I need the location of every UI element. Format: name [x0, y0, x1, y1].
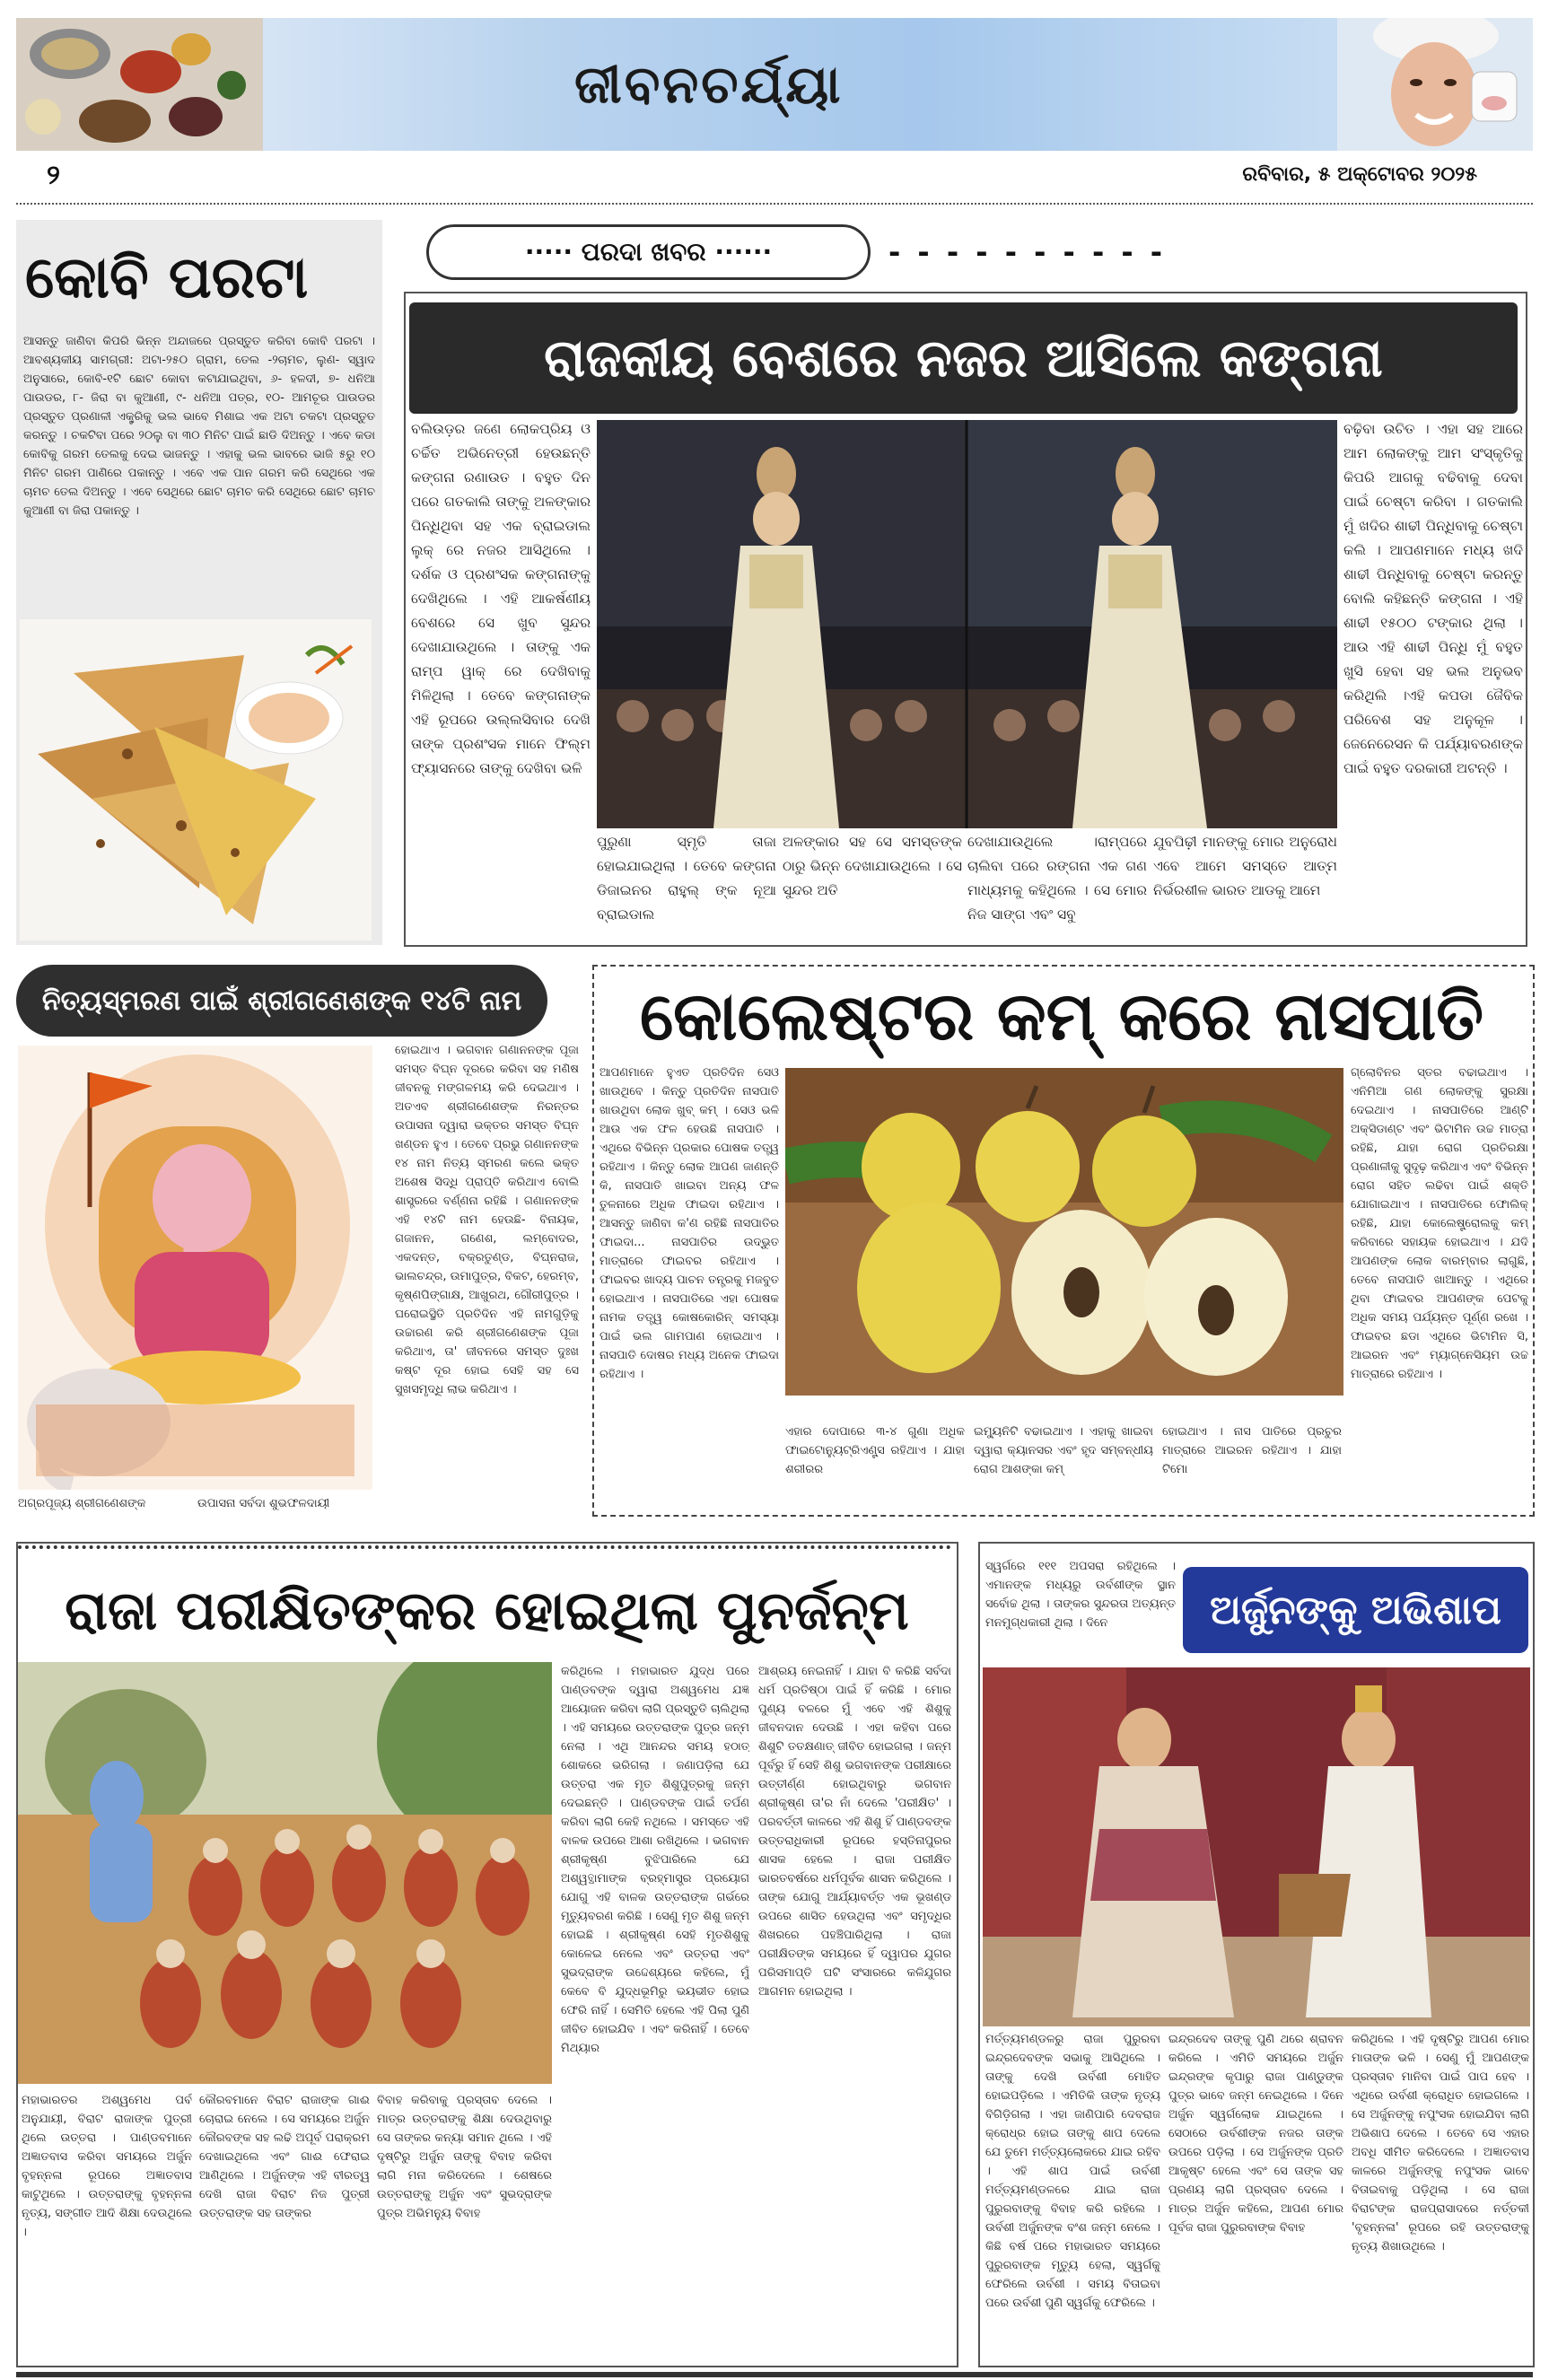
page-bottom-rule [16, 2372, 1533, 2377]
cholesterol-under-1: ଏହାର ଦୋପାରେ ୩-୪ ଗୁଣା ଅଧିକ ଫାଇଟୋନ୍ୟୁଟ୍ରିଏଣ୍ଟ୍ସ ରହିଥାଏ । ଯାହା ଶରୀରର [785, 1425, 965, 1476]
ganesh-title-pill: ନିତ୍ୟସ୍ମରଣ ପାଇଁ ଶ୍ରୀଗଣେଶଙ୍କ ୧୪ଟି ନାମ [16, 965, 547, 1037]
kangana-under-4: ଯୁବପିଢ଼ୀ ମାନଙ୍କୁ ମୋର ଅନୁରୋଧ ଏବେ ଆମେ ସମସ୍ତେ ଆତ୍ମ ନିର୍ଭରଶୀଳ ଭାରତ ଆଡକୁ ଆମେ [1153, 834, 1337, 898]
recipe-title: କୋବି ପରଟା [25, 244, 309, 311]
arjuna-intro: ସ୍ୱର୍ଗରେ ୧୧୧ ଅପସରା ରହିଥିଲେ । ଏମାନଙ୍କ ମଧ୍ୟରୁ ଉର୍ବଶୀଙ୍କ ସ୍ଥାନ ସର୍ବୋଚ୍ଚ ଥିଲା । ତାଙ୍କର ସୁନ୍ଦରତା ଅତ୍ୟନ୍ତ ମନମୁଗ୍ଧକାରୀ ଥିଲା । ଦିନେ [985, 1560, 1176, 1630]
dateline: ରବିବାର, ୫ ଅକ୍ଟୋବର ୨୦୨୫ [1242, 163, 1477, 186]
headline-cholesterol: କୋଲେଷ୍ଟର କମ୍ କରେ ନାସପାତି [640, 978, 1483, 1055]
cholesterol-col-right: ଗ୍ଲୋବିନର ସ୍ତର ବଢାଇଥାଏ । ଏନିମିଆ ଗଣ ଲୋକଙ୍କୁ ସୁରକ୍ଷା ଦେଇଥାଏ । ନାସପାତିରେ ଆଣ୍ଟି ଅକ୍ସିଡାଣ୍ଟ ଏବଂ ଭିଟାମିନ ଉଚ୍ଚ ମାତ୍ରା ରହିଛି, ଯାହା ରୋଗ ପ୍ରତିରକ୍ଷା ପ୍ରଣାଳୀକୁ ସୁଦୃଢ଼ କରିଥାଏ ଏବଂ ବିଭିନ୍ନ ରୋଗ ସହିତ ଲଢିବା ପାଇଁ ଶକ୍ତି ଯୋଗାଇଥାଏ । ନାସପାତିରେ ଫୋଲିକ୍ ରହିଛି, ଯାହା କୋଲେଷ୍ଟ୍ରୋଲକୁ କମ୍ କରିବାରେ ସହାୟକ ହୋଇଥାଏ । ଯଦି ଆପଣଙ୍କ ଲୋକ ବାରମ୍ବାର ଲାଗୁଛି, ତେବେ ନାସପାତି ଖାଆନ୍ତୁ । ଏଥିରେ ଥିବା ଫାଇବର ଆପଣଙ୍କ ପେଟକୁ ଅଧିକ ସମୟ ପର୍ଯ୍ୟନ୍ତ ପୂର୍ଣ୍ଣ ରଖେ । ଫାଇବର ଛଡା ଏଥିରେ ଭିଟାମିନ ସି, ଆଇରନ ଏବଂ ମ୍ୟାଗ୍ନେସିୟମ ଉଚ୍ଚ ମାତ୍ରାରେ ରହିଥାଏ । [1351, 1066, 1528, 1381]
ganesh-caption: ଅଗ୍ରପୂଜ୍ୟ ଶ୍ରୀଗଣେଶଙ୍କ [18, 1497, 146, 1510]
cholesterol-col-1: ଆପଣମାନେ ହୁଏତ ପ୍ରତିଦିନ ସେଓ ଖାଉଥିବେ । କିନ୍ତୁ ପ୍ରତିଦିନ ନାସପାତି ଖାଉଥିବା ଲୋକ ଖୁବ୍ କମ୍ । ସେଓ ଭଳି ଆଉ ଏକ ଫଳ ହେଉଛି ନାସପାତି । ଏଥିରେ ବିଭିନ୍ନ ପ୍ରକାର ପୋଷକ ତତ୍ତ୍ୱ ରହିଥାଏ । କିନ୍ତୁ ଲୋକ ଆପଣ ଜାଣନ୍ତି କି, ନାସପାତି ଖାଇବା ଅନ୍ୟ ଫଳ ତୁଳନାରେ ଅଧିକ ଫାଇଦା ରହିଥାଏ । ଆସନ୍ତୁ ଜାଣିବା କ'ଣ ରହିଛି ନାସପାତିର ଫାଇଦା... ନାସପାତିର ଉଦ୍ଭୁତ ମାତ୍ରାରେ ଫାଇବର ରହିଥାଏ । ଫାଇବର ଖାଦ୍ୟ ପାଚନ ତନ୍ତ୍ରକୁ ମଜବୁତ ହୋଇଥାଏ । ନାସପାତିରେ ଏହା ପୋଷକ ନାମକ ତତ୍ତ୍ୱ କୋଷକୋରିନ୍ ସମସ୍ୟା ପାଇଁ ଭଲ ଗାମପାଣ ହୋଇଥାଏ । ନାସପାତି ଦୋଷର ମଧ୍ୟ ଅନେକ ଫାଇଦା ରହିଥାଏ । [599, 1066, 779, 1381]
raja-top-dash [18, 1545, 951, 1549]
arjuna-col-2: ଇନ୍ଦ୍ରଦେବ ତାଙ୍କୁ ପୁଣି ଥରେ ଶ୍ରାବନ କରିଲେ । ଏମିତି ସମୟରେ ଅର୍ଜୁନ ଇନ୍ଦ୍ରଙ୍କ କୃପାରୁ ରାଜା ପାଣ୍ଡୁଙ୍କ ପୁତ୍ର ଭାବେ ଜନ୍ମ ନେଇଥିଲେ । ଦିନେ ଅର୍ଜୁନ ସ୍ୱର୍ଗଲୋକ ଯାଇଥିଲେ । ସେଠାରେ ଉର୍ବଶୀଙ୍କ ନଜର ତାଙ୍କ ଉପରେ ପଡ଼ିଲା । ସେ ଅର୍ଜୁନଙ୍କ ପ୍ରତି ଆକୃଷ୍ଟ ହେଲେ ଏବଂ ସେ ତାଙ୍କ ସହ ପ୍ରଣୟ ଲାଗି ପ୍ରସ୍ତାବ ଦେଲେ । ମାତ୍ର ଅର୍ଜୁନ କହିଲେ, ଆପଣ ମୋର ପୂର୍ବଜ ରାଜା ପୁରୁରବାଙ୍କ ବିବାହ [1168, 2033, 1343, 2235]
woman-skincare-photo [1337, 18, 1533, 151]
page-number: ୨ [47, 160, 60, 191]
headline-raja: ରାଜା ପରୀକ୍ଷିତଙ୍କର ହୋଇଥିଲା ପୁନର୍ଜନ୍ମ [65, 1579, 909, 1642]
kangana-col-1: ବଲିଉଡ଼ର ଜଣେ ଲୋକପ୍ରିୟ ଓ ଚର୍ଚ୍ଚିତ ଅଭିନେତ୍ରୀ ହେଉଛନ୍ତି କଙ୍ଗନା ରଣାଉତ । ବହୁତ ଦିନ ପରେ ଗତକାଲି ତାଙ୍କୁ ଅଳଙ୍କାର ପିନ୍ଧିଥିବା ସହ ଏକ ବ୍ରାଇଡାଲ ଲୁକ୍ ରେ ନଜର ଆସିଥିଲେ । ଦର୍ଶକ ଓ ପ୍ରଶଂସକ କଙ୍ଗନାଙ୍କୁ ଦେଖିଥିଲେ । ଏହି ଆକର୍ଷଣୀୟ ବେଶରେ ସେ ଖୁବ ସୁନ୍ଦର ଦେଖାଯାଉଥିଲେ । ତାଙ୍କୁ ଏକ ରାମ୍ପ ୱାକ୍ ରେ ଦେଖିବାକୁ ମିଳିଥିଲା । ତେବେ କଙ୍ଗନାଙ୍କ ଏହି ରୂପରେ ଉଲ୍ଲସିବାର ଦେଖି ତାଙ୍କ ପ୍ରଶଂସକ ମାନେ ଫିଲ୍ମ ଫ୍ୟାସନରେ ତାଙ୍କୁ ଦେଖିବା ଭଳି [411, 421, 591, 776]
raja-col-2: କୌରବମାନେ ବିରାଟ ରାଜାଙ୍କ ଗାଈ ଚୋରାଇ ନେଲେ । ସେ ସମୟରେ ଅର୍ଜୁନ କୌରବଙ୍କ ସହ ଲଢି ଅପୂର୍ବ ପରାକ୍ରମ ଦେଖାଇଥିଲେ ଏବଂ ଗାଈ ଫେରାଇ ଆଣିଥିଲେ । ଅର୍ଜୁନଙ୍କ ଏହି ବୀରତ୍ୱ ଦେଖି ରାଜା ବିରାଟ ନିଜ ପୁତ୍ରୀ ଉତ୍ତରାଙ୍କ ସହ ତାଙ୍କର [199, 2094, 370, 2220]
kangana-under-2: ଅଳଙ୍କାର ସହ ସେ ସମସ୍ତଙ୍କ ଠାରୁ ଭିନ୍ନ ଦେଖାଯାଉଥିଲେ । ସେ ସୁନ୍ଦର ଅତି [783, 834, 962, 898]
food-photo [16, 18, 263, 151]
kangana-col-right: ବଢ଼ିବା ଉଚିତ । ଏହା ସହ ଆରେ ଆମ ଲୋକଙ୍କୁ ଆମ ସଂସ୍କୃତିକୁ କିପରି ଆଗକୁ ବଢିବାକୁ ଦେବା ପାଇଁ ଚେଷ୍ଟା କରିବା । ଗତକାଲି ମୁଁ ଖଦିର ଶାଢୀ ପିନ୍ଧିବାକୁ ଚେଷ୍ଟା କଲି । ଆପଣମାନେ ମଧ୍ୟ ଖଦି ଶାଢୀ ପିନ୍ଧିବାକୁ ଚେଷ୍ଟା କରନ୍ତୁ ବୋଲି କହିଛନ୍ତି କଙ୍ଗନା । ଏହି ଶାଢୀ ୧୫୦୦ ଟଙ୍କାର ଥିଲା । ଆଉ ଏହି ଶାଢୀ ପିନ୍ଧି ମୁଁ ବହୁତ ଖୁସି ହେବା ସହ ଭଲ ଅନୁଭବ କରିଥିଲି ।ଏହି କପଡା ଜୈବିକ ପରିବେଶ ସହ ଅନୁକୂଳ । ଜେନେରେସନ କି ପର୍ଯ୍ୟାବରଣଙ୍କ ପାଇଁ ବହୁତ ଦରକାରୀ ଅଟନ୍ତି । [1343, 421, 1523, 776]
arjuna-col-1: ମର୍ତ୍ତ୍ୟମଣ୍ଡଳରୁ ରାଜା ପୁରୁରବା ଇନ୍ଦ୍ରଦେବଙ୍କ ସଭାକୁ ଆସିଥିଲେ । ତାଙ୍କୁ ଦେଖି ଉର୍ବଶୀ ମୋହିତ ହୋଇପଡ଼ିଲେ । ଏମିତିକି ତାଙ୍କ ନୃତ୍ୟ ବିଗିଡ଼ିଗଲା । ଏହା ଜାଣିପାରି ଦେବରାଜ କ୍ରୋଧ୍ର ହୋଇ ତାଙ୍କୁ ଶାପ ଦେଲେ ଯେ ତୁମେ ମର୍ତ୍ତ୍ୟଲୋକରେ ଯାଇ ରହିବ । ଏହି ଶାପ ପାଇଁ ଉର୍ବଶୀ ମର୍ତ୍ତ୍ୟମଣ୍ଡଳରେ ଯାଇ ରାଜା ପୁରୁରବାଙ୍କୁ ବିବାହ କରି ରହିଲେ । ଉର୍ବଶୀ ଅର୍ଜୁନଙ୍କ ବଂଶ ଜନ୍ମ ନେଲେ । କିଛି ବର୍ଷ ପରେ ମହାଭାରତ ସମୟରେ ପୁରୁରବାଙ୍କ ମୃତ୍ୟୁ ହେଲା, ସ୍ୱର୍ଗକୁ ଫେରିଲେ ଉର୍ବଶୀ । ସମୟ ବିତାଇବା ପରେ ଉର୍ବଶୀ ପୁଣି ସ୍ୱର୍ଗକୁ ଫେରିଲେ । [985, 2033, 1160, 2310]
ganesh-body: ହୋଇଥାଏ । ଭଗବାନ ଗଣାନନଙ୍କ ପୂଜା ସମସ୍ତ ବିଘ୍ନ ଦୂରରେ କରିବା ସହ ମଣିଷ ଜୀବନକୁ ମଙ୍ଗଳମୟ କରି ଦେଇଥାଏ । ଅତଏବ ଶ୍ରୀଗଣେଶଙ୍କ ନିରନ୍ତର ଉପାସନା ଦ୍ୱାରା ଭକ୍ତର ସମସ୍ତ ବିଘ୍ନ ଖଣ୍ଡନ ହୁଏ । ତେବେ ପ୍ରଭୁ ଗଣାନନଙ୍କ ୧୪ ନାମ ନିତ୍ୟ ସ୍ମରଣ କଲେ ଭକ୍ତ ଅଶେଷ ସିଦ୍ଧି ପ୍ରାପ୍ତି କରିଥାଏ ବୋଲି ଶାସ୍ତ୍ରରେ ବର୍ଣ୍ଣନା ରହିଛି । ଗଣାନନଙ୍କ ଏହି ୧୪ଟି ନାମ ହେଉଛି- ବିନାୟକ, ଗଜାନନ, ଗଣେଶ, ଲମ୍ବୋଦର, ଏକଦନ୍ତ, ବକ୍ରତୁଣ୍ଡ, ବିଘ୍ନରାଜ, ଭାଲଚନ୍ଦ୍ର, ଉମାପୁତ୍ର, ବିକଟ, ହେରମ୍ବ, କୃଷ୍ଣପିଙ୍ଗାକ୍ଷ, ଆଖୁରଥ, ଗୌରୀପୁତ୍ର । ଘରୋଇସ୍ଥିତି ପ୍ରତିଦିନ ଏହି ନାମଗୁଡ଼ିକୁ ଉଚ୍ଚାରଣ କରି ଶ୍ରୀଗଣେଶଙ୍କ ପୂଜା କରିଥାଏ, ତା' ଜୀବନରେ ସମସ୍ତ ଦୁଃଖ କଷ୍ଟ ଦୂର ହୋଇ ସେହି ସହ ସେ ସୁଖସମୃଦ୍ଧି ଲାଭ କରିଥାଏ । [395, 1044, 579, 1396]
cholesterol-under-2: ଇମ୍ୟୁନିଟି ବଢାଇଥାଏ । ଏହାକୁ ଖାଇବା ଦ୍ୱାରା କ୍ୟାନସର ଏବଂ ହୃଦ ସମ୍ବନ୍ଧୀୟ ରୋଗ ଆଶଙ୍କା କମ୍ [974, 1425, 1153, 1476]
ganesh-illustration [18, 1046, 372, 1490]
headline-kangana: ରାଜକୀୟ ବେଶରେ ନଜର ଆସିଲେ କଙ୍ଗନା [409, 302, 1518, 414]
section-dashes: - - - - - - - - - - [888, 235, 1167, 269]
recipe-body: ଆସନ୍ତୁ ଜାଣିବା କିପରି ଭିନ୍ନ ଅନ୍ଦାଜରେ ପ୍ରସ୍ତୁତ କରିବା କୋବି ପରଟା । ଆବଶ୍ୟକୀୟ ସାମଗ୍ରୀ: ଅଟା-୨୫୦ ଗ୍ରାମ, ତେଲ -୨ଚାମଚ, ଲୁଣ- ସ୍ୱାଦ ଅନୁସାରେ, କୋବି-୧ଟି ଛୋଟ କୋବା କଟାଯାଇଥିବା, ୬- ହଳଦୀ, ୭- ଧନିଆ ପାଉଡର, ୮- ଜିରା ବା କୁଆଣୀ, ୯- ଧନିଆ ପତ୍ର, ୧୦- ଆମଚୂର ପାଉଡର ପ୍ରସ୍ତୁତ ପ୍ରଣାଳୀ ଏକ୍ଟ୍ରିକୁ ଭଲ ଭାବେ ମିଶାଇ ଏକ ଅଟା ଚକଟା ପ୍ରସ୍ତୁତ କରନ୍ତୁ । ଚକଟିବା ପରେ ୨୦ଲୁ ବା ୩୦ ମିନିଟ ପାଇଁ ଛାଡି ଦିଅନ୍ତୁ । ଏବେ କଡା କୋବିକୁ ଗରମ ତେଲକୁ ଦେଇ ଭାଜନ୍ତୁ । ଏହାକୁ ଭଲ ଭାବରେ ଭାଜି ୫ରୁ ୧୦ ମିନିଟ ଗରମ ପାଣିରେ ପକାନ୍ତୁ । ଏବେ ଏକ ପାନ ଗରମ କରି ସେଥିରେ ଏକ ଚାମଚ ତେଲ ଦିଅନ୍ତୁ । ଏବେ ସେଥିରେ ଛୋଟ ଚାମଚ କରି ସେଥିରେ ଛୋଟ ଚାମଚ କୁଆଣୀ ବା ଜିରା ପକାନ୍ତୁ । [23, 335, 375, 518]
paratha-photo [20, 619, 372, 941]
ganesh-caption-2: ଉପାସନା ସର୍ବଦା ଶୁଭଫଳଦାୟୀ [197, 1497, 330, 1510]
masthead-divider [16, 203, 1533, 205]
raja-col-1: ମହାଭାରତର ଅଶ୍ୱମେଧ ପର୍ବ ଅନୁଯାୟୀ, ବିରାଟ ରାଜାଙ୍କ ପୁତ୍ରୀ ଥିଲେ ଉତ୍ତରା । ପାଣ୍ଡବମାନେ ଅଜ୍ଞାତବାସ କରିବା ସମୟରେ ଅର୍ଜୁନ ବୃହନ୍ନଳା ରୂପରେ ଅଜ୍ଞାତବାସ କାଟୁଥିଲେ । ଉତ୍ତରାଙ୍କୁ ବୃହନ୍ନଳା ନୃତ୍ୟ, ସଙ୍ଗୀତ ଆଦି ଶିକ୍ଷା ଦେଉଥିଲେ । [22, 2094, 192, 2239]
raja-col-4: କରିଥିଲେ । ମହାଭାରତ ଯୁଦ୍ଧ ପରେ ପାଣ୍ଡବଙ୍କ ଦ୍ୱାରା ଅଶ୍ୱମେଧ ଯଜ୍ଞ ଆୟୋଜନ କରିବା ଲାଗି ପ୍ରସ୍ତୁତି ଚାଲିଥିଲା । ଏହି ସମୟରେ ଉତ୍ତରାଙ୍କ ପୁତ୍ର ଜନ୍ମ ନେଲା । ଏଥି ଆନନ୍ଦର ସମୟ ହଠାତ୍ ଶୋକରେ ଭରିଗଲା । ଜଣାପଡ଼ିଲା ଯେ ଉତ୍ତରା ଏକ ମୃତ ଶିଶୁପୁତ୍ରକୁ ଜନ୍ମ ଦେଇଛନ୍ତି । ପାଣ୍ଡବଙ୍କ ପାଇଁ ତର୍ପଣ କରିବା ଲାଗି କେହି ନଥିଲେ । ସମସ୍ତେ ଏହି ବାଳକ ଉପରେ ଆଶା ରଖିଥିଲେ । ଭଗବାନ ଶ୍ରୀକୃଷ୍ଣ ବୁଝିପାରିଲେ ଯେ ଅଶ୍ୱତ୍ଥାମାଙ୍କ ବ୍ରହ୍ମାସ୍ତ୍ର ପ୍ରୟୋଗ ଯୋଗୁ ଏହି ବାଳକ ଉତ୍ତରାଙ୍କ ଗର୍ଭରେ ମୃତ୍ୟୁବରଣ କରିଛି । ସେଣୁ ମୃତ ଶିଶୁ ଜନ୍ମ ହୋଇଛି । ଶ୍ରୀକୃଷ୍ଣ ସେହି ମୃତଶିଶୁକୁ କୋଳେଇ ନେଲେ ଏବଂ ଉତ୍ତରା ଏବଂ ସୁଭଦ୍ରାଙ୍କ ଉଦ୍ଦେଶ୍ୟରେ କହିଲେ, ମୁଁ କେବେ ବି ଯୁଦ୍ଧଭୂମିରୁ ଭୟଭୀତ ହୋଇ ଫେରି ନାହିଁ । ସେମିତି ହେଲେ ଏହି ପିଲା ପୁଣି ଜୀବିତ ହୋଇଯିବ । ଏବଂ କରିନାହିଁ । ତେବେ ମିଥ୍ୟାର [561, 1665, 749, 2055]
masthead-title: ଜୀବନଚର୍ଯ୍ୟା [574, 54, 844, 115]
urvashi-arjuna-painting [983, 1667, 1530, 2026]
raja-col-3: ବିବାହ କରିବାକୁ ପ୍ରସ୍ତାବ ଦେଲେ । ମାତ୍ର ଉତ୍ତରାଙ୍କୁ ଶିକ୍ଷା ଦେଉଥିବାରୁ ସେ ତାଙ୍କର କନ୍ୟା ସମାନ ଥିଲେ । ଏହି ଦୃଷ୍ଟିରୁ ଅର୍ଜୁନ ତାଙ୍କୁ ବିବାହ କରିବା ଲାଗି ମନା କରିଦେଲେ । ଶେଷରେ ଉତ୍ତରାଙ୍କୁ ଅର୍ଜୁନ ଏବଂ ସୁଭଦ୍ରାଙ୍କ ପୁତ୍ର ଅଭିମନ୍ୟୁ ବିବାହ [377, 2094, 552, 2220]
sages-painting [18, 1662, 552, 2084]
kangana-under-1: ପୁରୁଣା ସ୍ମୃତି ତାଜା ହୋଇଯାଇଥିଲା । ତେବେ କଙ୍ଗନା ଡିଜାଇନର ରାହୁଲ୍ ଙ୍କ ନୂଆ ବ୍ରାଇଡାଲ [597, 834, 776, 923]
raja-col-5: ଆଶ୍ରୟ ନେଇନାହିଁ । ଯାହା ବି କରିଛି ସର୍ବଦା ଧର୍ମ ପ୍ରତିଷ୍ଠା ପାଇଁ ହିଁ କରିଛି । ମୋର ପୁଣ୍ୟ ବଳରେ ମୁଁ ଏବେ ଏହି ଶିଶୁକୁ ଜୀବନଦାନ ଦେଉଛି । ଏହା କହିବା ପରେ ଶିଶୁଟି ତତକ୍ଷଣାତ୍ ଜୀବିତ ହୋଇଗଲା । ଜନ୍ମ ପୂର୍ବରୁ ହିଁ ସେହି ଶିଶୁ ଭଗବାନଙ୍କ ପରୀକ୍ଷାରେ ଉତ୍ତୀର୍ଣ୍ଣ ହୋଇଥିବାରୁ ଭଗବାନ ଶ୍ରୀକୃଷ୍ଣ ତା'ର ନାଁ ଦେଲେ 'ପରୀକ୍ଷିତ' । ପରବର୍ତ୍ତୀ କାଳରେ ଏହି ଶିଶୁ ହିଁ ପାଣ୍ଡବଙ୍କ ଉତ୍ତରାଧିକାରୀ ରୂପରେ ହସ୍ତିନାପୁରର ଶାସକ ହେଲେ । ରାଜା ପରୀକ୍ଷିତ ଭାରତବର୍ଷରେ ଧର୍ମପୂର୍ବକ ଶାସନ କରିଥିଲେ । ତାଙ୍କ ଯୋଗୁ ଆର୍ଯ୍ୟାବର୍ତ୍ତ ଏକ ଭୂଖଣ୍ଡ ଉପରେ ଶାସିତ ହେଉଥିଲା ଏବଂ ସମୃଦ୍ଧିର ଶିଖରରେ ପହଞ୍ଚିପାରିଥିଲା । ରାଜା ପରୀକ୍ଷିତଙ୍କ ସମୟରେ ହିଁ ଦ୍ୱାପର ଯୁଗର ପରିସମାପ୍ତି ଘଟି ସଂସାରରେ କଳିଯୁଗର ଆଗମନ ହୋଇଥିଲା । [758, 1665, 951, 1999]
section-label-parada: ····· ପରଦା ଖବର ······ [426, 224, 871, 280]
kangana-under-3: ଦେଖାଯାଉଥିଲେ ।ରାମ୍ପରେ ଚାଲିବା ପରେ ରଙ୍ଗନା ଏକ ଗଣ ମାଧ୍ୟମକୁ କହିଥିଲେ । ସେ ମୋର ନିଜ ସାଙ୍ଗ ଏବଂ ସବୁ [967, 834, 1147, 923]
cholesterol-under-3: ହୋଇଥାଏ । ନାସ ପାତିରେ ପ୍ରଚୁର ମାତ୍ରାରେ ଆଇରନ ରହିଥାଏ । ଯାହା ଟିମୋ [1162, 1425, 1342, 1476]
headline-arjuna: ଅର୍ଜୁନଙ୍କୁ ଅଭିଶାପ [1183, 1567, 1528, 1653]
kangana-ramp-photo [597, 420, 1337, 828]
arjuna-col-3: କରିଥିଲେ । ଏହି ଦୃଷ୍ଟିରୁ ଆପଣ ମୋର ମାତାଙ୍କ ଭଳି । ସେଣୁ ମୁଁ ଆପଣଙ୍କ ପ୍ରସ୍ତାବ ମାନିବା ପାଇଁ ପାପ ହେବ । ଏଥିରେ ଉର୍ବଶୀ କ୍ରୋଧିତ ହୋଇଗଲେ । ସେ ଅର୍ଜୁନଙ୍କୁ ନପୁଂସକ ହୋଇଯିବା ଲାଗି ଅଭିଶାପ ଦେଲେ । ତେବେ ସେ ଏହାର ଅବଧି ସୀମିତ କରିଦେଲେ । ଅଜ୍ଞାତବାସ କାଳରେ ଅର୍ଜୁନଙ୍କୁ ନପୁଂସକ ଭାବେ ବିତାଇବାକୁ ପଡ଼ିଥିଲା । ସେ ରାଜା ବିରାଟଙ୍କ ରାଜପ୍ରାସାଦରେ ନର୍ତ୍ତକୀ 'ବୃହନ୍ନଳା' ରୂପରେ ରହି ଉତ୍ତରାଙ୍କୁ ନୃତ୍ୟ ଶିଖାଉଥିଲେ । [1352, 2033, 1529, 2253]
pear-photo [785, 1068, 1343, 1396]
